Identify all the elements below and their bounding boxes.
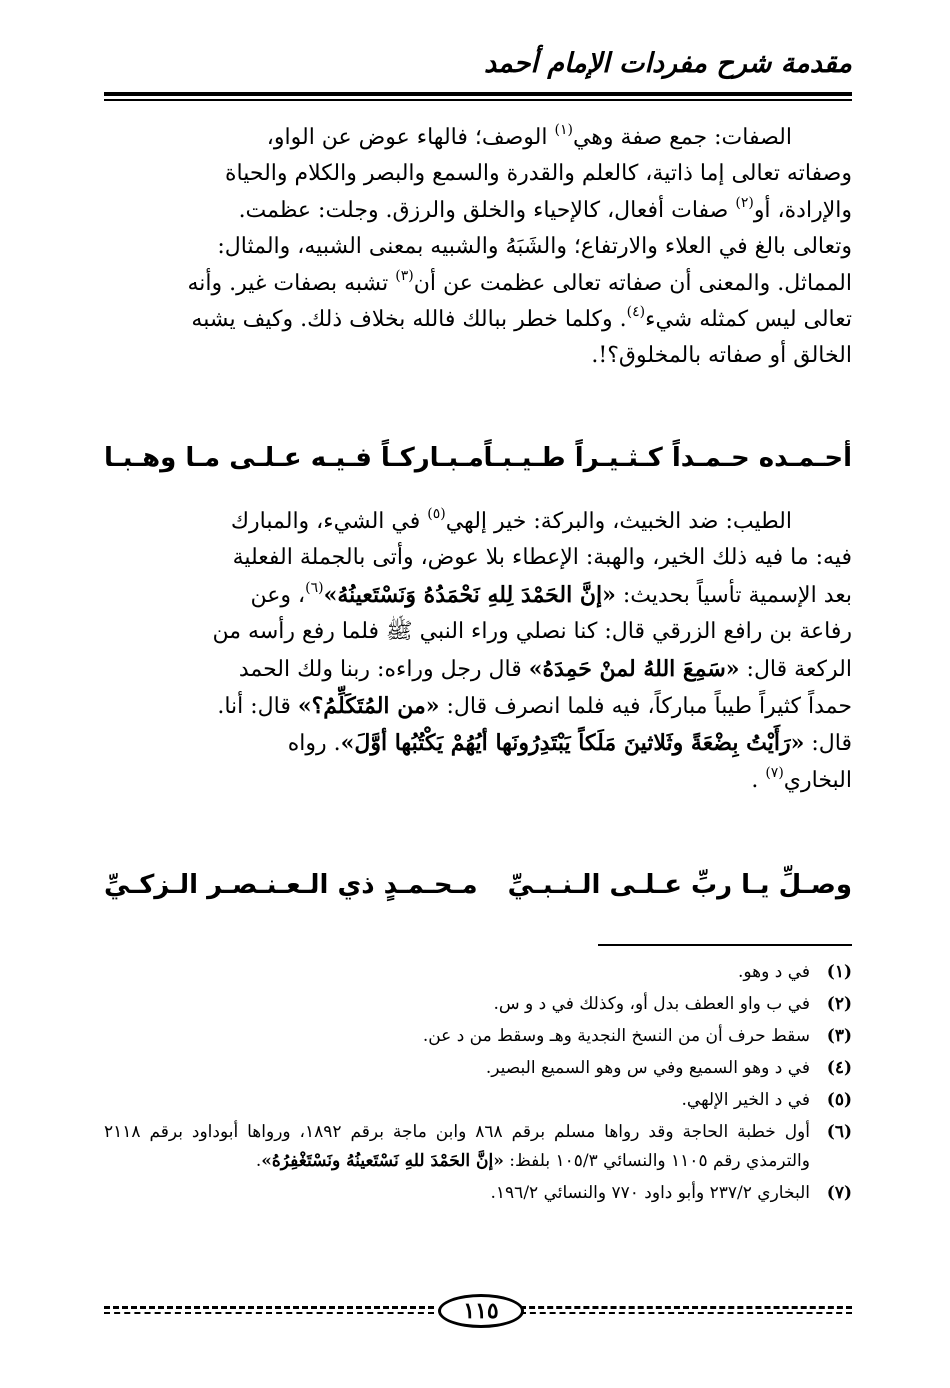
footnote-number: (٣) xyxy=(826,1026,852,1046)
footnote xyxy=(104,990,852,1019)
hadith-quote: «إنَّ الحَمْدَ للهِ نَسْتَعينُهُ ونَسْتَغْفِرُهُ» xyxy=(261,1151,504,1171)
footnote xyxy=(104,1086,852,1115)
footnote-separator xyxy=(598,944,852,946)
footnote-text: في د وهو. xyxy=(737,962,810,982)
footnote-number: (٦) xyxy=(826,1122,852,1142)
hemistich-second: مـحـمـدٍ ذي الـعـنـصـر الـزكـيِّ xyxy=(104,870,478,900)
footnote-text: البخاري ٢٣٧/٢ وأبو داود ٧٧٠ والنسائي ١٩٦/٢. xyxy=(490,1183,810,1203)
text-line: قال: «رَأَيْتُ بِضْعَةً وثَلاثينَ مَلَكاً يَبْتَدِرُونَها أيُهُمْ يَكْتُبُها أوَّلَ». رواه xyxy=(287,730,852,757)
footnote-number: (٢) xyxy=(826,994,852,1014)
header-rule-thin xyxy=(104,99,852,101)
footnotes xyxy=(104,958,852,1211)
paragraph-sifat xyxy=(104,120,852,375)
footnote xyxy=(104,958,852,987)
header-rule-thick xyxy=(104,92,852,96)
footnote-text: أول خطبة الحاجة وقد رواها مسلم برقم ٨٦٨ وابن ماجة برقم ١٨٩٢، ورواها أبوداود برقم ٢١١٨ والترمذي رقم ١١٠٥ والنسائي ١٠٥/٣ بلفظ: «إنَّ الحَمْدَ للهِ نَسْتَعينُهُ ونَسْتَغْفِرُهُ». xyxy=(104,1122,810,1171)
text-line: فيه: ما فيه ذلك الخير، والهبة: الإعطاء بلا عوض، وأتى بالجملة الفعلية xyxy=(232,545,852,571)
footnote-number: (٤) xyxy=(826,1058,852,1078)
poem-verse xyxy=(104,443,852,483)
footer-dashed-rule xyxy=(104,1312,434,1314)
text-line: والإرادة، أو$^{(٢)}$ صفات أفعال، كالإحياء والخلق والرزق. وجلت: عظمت. xyxy=(238,194,852,223)
text-line: الركعة قال: «سَمِعَ اللهُ لمنْ حَمِدَهُ» قال رجل وراءه: ربنا ولك الحمد xyxy=(238,655,852,682)
text-line: الصفات: جمع صفة وهي$^{(١)}$ الوصف؛ فالهاء عوض عن الواو، xyxy=(266,122,792,150)
footnote-ref: (١) xyxy=(554,122,573,138)
hadith-quote: «من المُتَكَلِّمُ؟» xyxy=(297,693,440,720)
footnote-ref: (٤) xyxy=(626,304,646,321)
hadith-quote: «سَمِعَ اللهُ لمنْ حَمِدَهُ» xyxy=(528,655,740,682)
running-title: مقدمة شرح مفردات الإمام أحمد xyxy=(483,48,852,79)
text-line: وتعالى بالغ في العلاء والارتفاع؛ والشَبَهُ والشبيه بمعنى الشبيه، والمثال: xyxy=(217,234,852,260)
hadith-quote: «رَأَيْتُ بِضْعَةً وثَلاثينَ مَلَكاً يَبْتَدِرُونَها أيُهُمْ يَكْتُبُها أوَّلَ» xyxy=(340,730,805,757)
footnote-number: (٧) xyxy=(826,1183,852,1203)
book-page xyxy=(104,0,852,1388)
footnote-ref: (٧) xyxy=(765,764,784,781)
footer-dashed-rule xyxy=(520,1312,852,1314)
footnote xyxy=(104,1022,852,1051)
footnote-text: في د وهو السميع وفي س وهو السميع البصير. xyxy=(485,1058,810,1078)
text-line: تعالى ليس كمثله شيء$^{(٤)}$. وكلما خطر ببالك فالله بخلاف ذلك. وكيف يشبه xyxy=(191,304,852,333)
hemistich-second: مـبـاركـاً فـيـه عـلـى مـا وهـبـا xyxy=(104,443,484,473)
hemistich-first: وصـلِّ يـا ربِّ عـلـى الـنـبـيِّ xyxy=(507,870,852,900)
text-line: وصفاته تعالى إما ذاتية، كالعلم والقدرة والسمع والبصر والكلام والحياة xyxy=(225,161,852,187)
poem-verse xyxy=(104,870,852,910)
paragraph-tayyib xyxy=(104,504,852,799)
footer-dashed-rule xyxy=(104,1306,434,1309)
text-line: الطيب: ضد الخبيث، والبركة: خير إلهي$^{(٥)}$ في الشيء، والمبارك xyxy=(230,506,792,534)
hemistich-first: أحـمـده حـمـداً كـثـيـراً طـيـبـاً xyxy=(483,443,852,473)
footnote-text: في د الخير الإلهي. xyxy=(681,1090,810,1110)
footnote-ref: (٥) xyxy=(427,506,446,522)
text-line: الخالق أو صفاته بالمخلوق؟!. xyxy=(591,343,852,369)
footer-dashed-rule xyxy=(520,1306,852,1309)
footnote-text: سقط حرف أن من النسخ النجدية وهـ وسقط من د عن. xyxy=(422,1026,810,1046)
footnote xyxy=(104,1054,852,1083)
footnote xyxy=(104,1118,852,1176)
footnote-text: في ب واو العطف بدل أو، وكذلك في د و س. xyxy=(493,994,810,1014)
footnote-ref: (٢) xyxy=(735,194,754,211)
page-number: ١١٥ xyxy=(438,1294,524,1328)
footnote-ref: (٦) xyxy=(305,579,324,596)
footnote-number: (١) xyxy=(826,962,852,982)
footnote-ref: (٣) xyxy=(395,267,414,284)
footnote-number: (٥) xyxy=(826,1090,852,1110)
text-line: البخاري$^{(٧)}$ . xyxy=(751,764,852,793)
page-footer xyxy=(104,1294,852,1324)
text-line: رفاعة بن رافع الزرقي قال: كنا نصلي وراء النبي ﷺ فلما رفع رأسه من xyxy=(212,619,852,645)
text-line: المماثل. والمعنى أن صفاته تعالى عظمت عن أن$^{(٣)}$ تشبه بصفات غير. وأنه xyxy=(187,267,852,296)
text-line: حمداً كثيراً طيباً مباركاً، فيه فلما انصرف قال: «من المُتَكَلِّمُ؟» قال: أنا. xyxy=(217,693,852,720)
footnote xyxy=(104,1179,852,1208)
hadith-quote: «إنَّ الحَمْدَ لِلهِ نَحْمَدُهُ وَنَسْتَعينُهُ» xyxy=(323,581,616,608)
text-line: بعد الإسمية تأسياً بحديث: «إنَّ الحَمْدَ لِلهِ نَحْمَدُهُ وَنَسْتَعينُهُ»$^{(٦)}$، وعن xyxy=(250,579,852,608)
